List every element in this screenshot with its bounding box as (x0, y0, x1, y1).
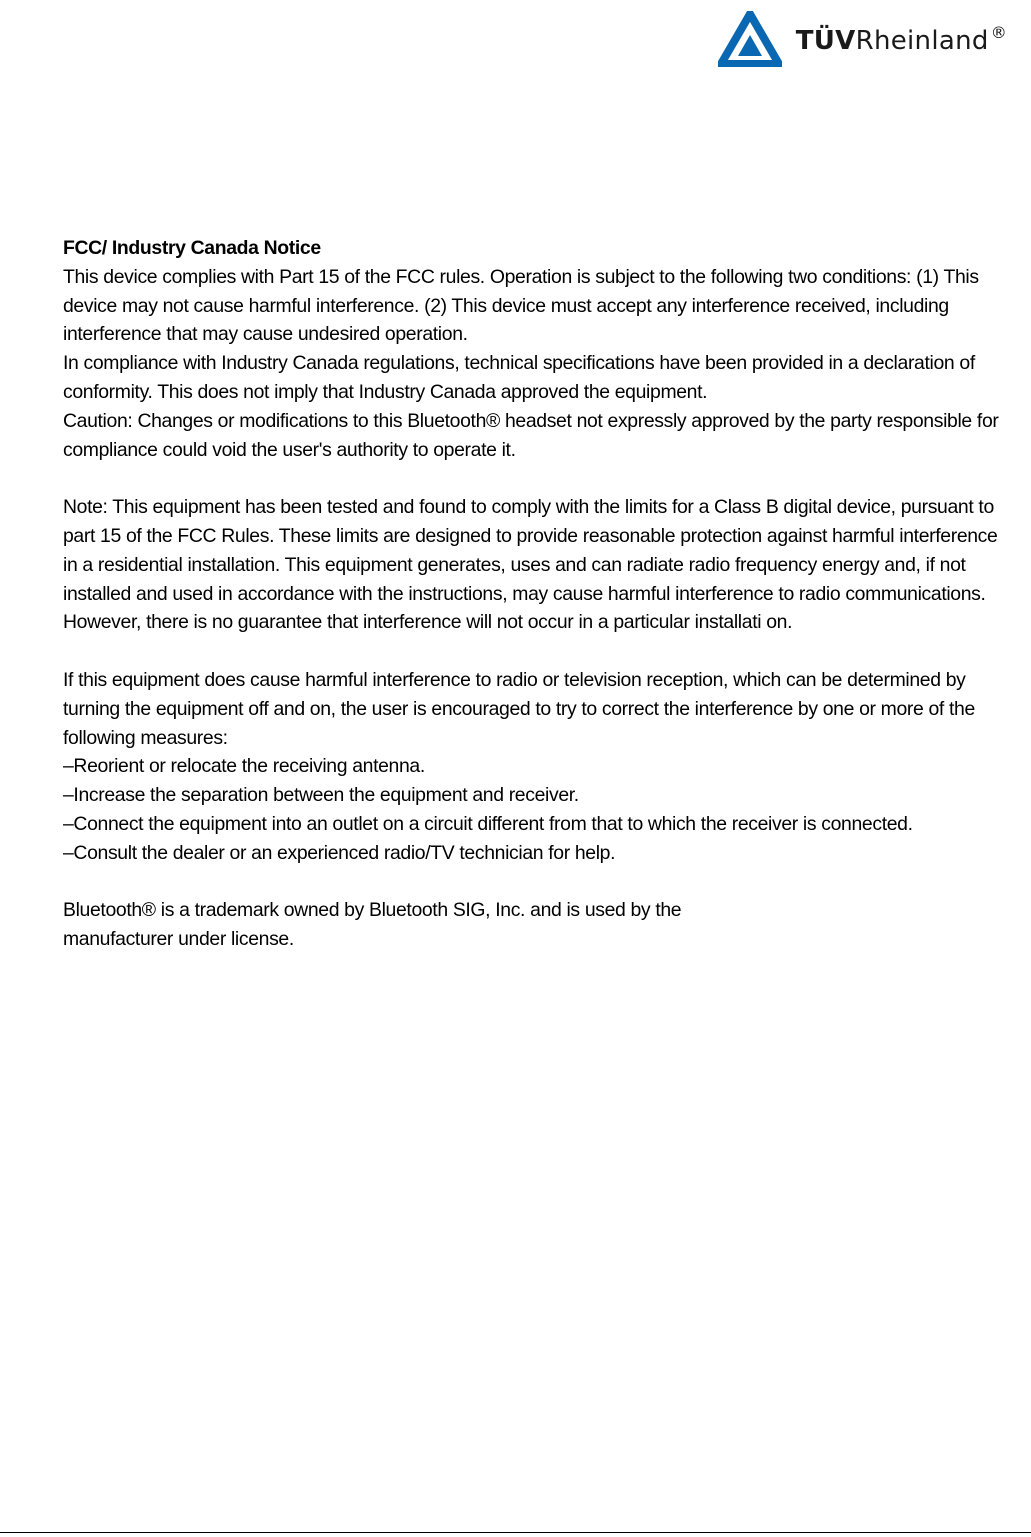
logo-registered-mark: ® (990, 23, 1007, 42)
logo-brand-regular: Rheinland (855, 26, 989, 56)
class-b-note-paragraph: Note: This equipment has been tested and found to comply with the limits for a Class B digital device, pursuant to part 15 of the FCC Rules. These limits are designed to provide reasonable protection against harmful interference in a residential installation. This equipment generates, uses and can radiate radio frequency energy and, if not installed and used in accordance with the instructions, may cause harmful interference to radio communications. However, there is no guarantee that interference will not occur in a particular installati on. (63, 496, 998, 634)
interference-paragraph: If this equipment does cause harmful interference to radio or television reception, which can be determined by turning the equipment off and on, the user is encouraged to try to correct the interference by one or more of the following measures: (63, 668, 975, 749)
logo-brand-bold: TÜV (795, 26, 856, 56)
spacer (63, 464, 1008, 493)
trademark-line: manufacturer under license. (63, 928, 294, 951)
tuv-rheinland-logo (718, 8, 1007, 70)
notice-content (63, 234, 1008, 954)
measure-item: –Consult the dealer or an experienced radio/TV technician for help. (63, 841, 616, 864)
tuv-triangle-icon (718, 11, 782, 67)
measure-item: –Increase the separation between the equipment and receiver. (63, 784, 579, 807)
caution-paragraph: Caution: Changes or modifications to this Bluetooth® headset not expressly approved by the party responsible for compliance could void the user's authority to operate it. (63, 409, 999, 461)
measure-item: –Connect the equipment into an outlet on a circuit different from that to which the receiver is connected. (63, 812, 913, 835)
footer-rule (0, 1532, 1031, 1533)
logo-wordmark (795, 23, 1007, 56)
notice-title: FCC/ Industry Canada Notice (63, 237, 321, 259)
industry-canada-paragraph: In compliance with Industry Canada regulations, technical specifications have been provided in a declaration of conformity. This does not imply that Industry Canada approved the equipment. (63, 352, 975, 403)
spacer (63, 637, 1008, 666)
spacer (63, 868, 1008, 897)
trademark-line: Bluetooth® is a trademark owned by Bluetooth SIG, Inc. and is used by the (63, 899, 682, 922)
measure-item: –Reorient or relocate the receiving antenna. (63, 755, 425, 778)
fcc-compliance-paragraph: This device complies with Part 15 of the FCC rules. Operation is subject to the following two conditions: (1) This device may not cause harmful interference. (2) This device must accept any interference received, including interference that may cause undesired operation. (63, 265, 979, 346)
